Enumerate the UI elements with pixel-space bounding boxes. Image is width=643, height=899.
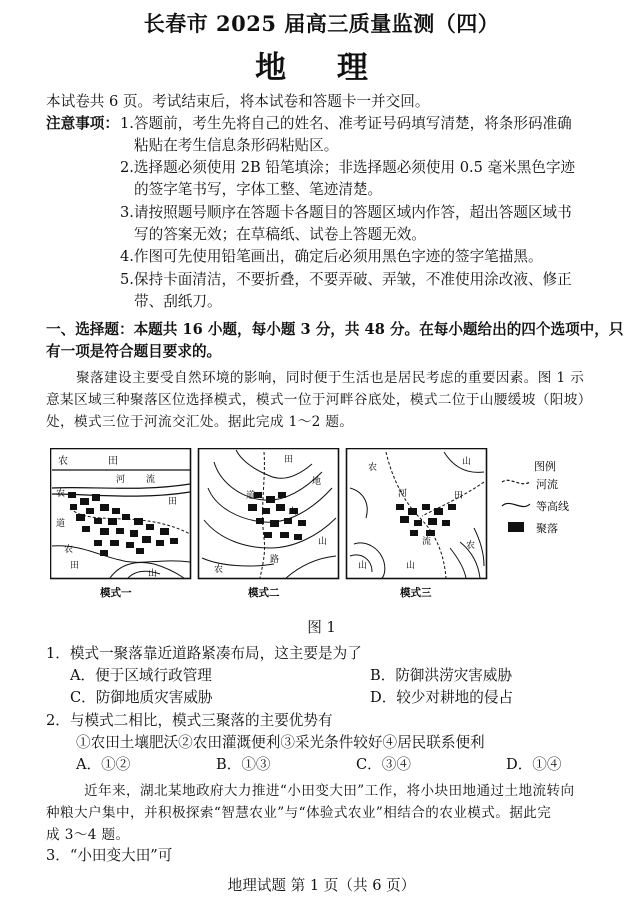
p3-label: 流 (422, 537, 432, 547)
notice-item: 带、刮纸刀。 (134, 293, 222, 310)
notice-label: 注意事项： (46, 115, 119, 132)
option-b: B．①③ (216, 756, 271, 773)
option-c: C．③④ (356, 756, 411, 773)
intro-line: 本试卷共 6 页。考试结束后，将本试卷和答题卡一并交回。 (46, 93, 430, 110)
panel-mode-two (199, 449, 339, 579)
p1-label: 农 (56, 489, 66, 499)
p2-label: 道 (246, 491, 256, 501)
legend-item: 河流 (536, 478, 558, 491)
p1-label: 道 (56, 519, 66, 529)
p2-label: 山 (288, 507, 298, 517)
notice-item: 4.作图可先使用铅笔画出，确定后必须用黑色字迹的签字笔描黑。 (120, 248, 543, 265)
passage-line: 成 3～4 题。 (46, 827, 130, 843)
passage-line: 近年来，湖北某地政府大力推进“小田变大田”工作，将小块田地通过土地流转向 (84, 783, 575, 799)
notice-item: 2.选择题必须使用 2B 铅笔填涂；非选择题必须使用 0.5 毫米黑色字迹 (120, 159, 576, 176)
p1-label: 山 (148, 569, 158, 579)
exam-title: 长春市 2025 届高三质量监测（四） (143, 11, 500, 36)
p3-label: 山 (462, 457, 472, 467)
legend-title: 图例 (534, 460, 556, 473)
question-stem: 3．“小田变大田”可 (46, 847, 173, 864)
question-items: ①农田土壤肥沃②农田灌溉便利③采光条件较好④居民联系便利 (76, 734, 485, 751)
notice-item: 1.答题前，考生先将自己的姓名、准考证号码填写清楚，将条形码准确 (120, 115, 572, 132)
p1-label: 农 (58, 456, 68, 467)
page-footer: 地理试题 第 1 页（共 6 页） (227, 877, 416, 894)
panel-mode-one (51, 449, 191, 580)
passage-line: 种粮大户集中，并积极探索“智慧农业”与“体验式农业”相结合的农业模式。据此完 (46, 805, 552, 821)
option-d: D．较少对耕地的侵占 (370, 689, 514, 706)
settlement-figure (50, 448, 490, 602)
notice-item: 粘贴在考生信息条形码粘贴区。 (134, 137, 339, 154)
question-stem: 2．与模式二相比，模式三聚落的主要优势有 (46, 712, 333, 729)
contour-symbol (502, 503, 530, 506)
river-symbol (502, 480, 530, 483)
p3-label: 田 (454, 491, 464, 501)
p3-label: 农 (466, 541, 476, 551)
passage-line: 处，模式三位于河流交汇处。据此完成 1～2 题。 (46, 414, 354, 430)
figure-caption: 图 1 (307, 619, 336, 636)
p3-label: 河 (398, 489, 408, 499)
p2-label: 农 (214, 565, 224, 575)
subject-title: 地 理 (255, 50, 388, 86)
legend-item: 等高线 (536, 500, 569, 513)
figure-legend (500, 458, 610, 538)
section-heading: 一、选择题：本题共 16 小题，每小题 3 分，共 48 分。在每小题给出的四个选项中，只 (46, 321, 624, 338)
p2-label: 路 (270, 555, 280, 565)
option-a: A．便于区域行政管理 (70, 667, 212, 684)
p1-label: 流 (146, 475, 156, 485)
p3-label: 山 (406, 561, 416, 571)
p2-label: 田 (284, 455, 294, 465)
notice-item: 3.请按照题号顺序在答题卡各题目的答题区域内作答，超出答题区域书 (120, 204, 572, 221)
passage-line: 聚落建设主要受自然环境的影响，同时便于生活也是居民考虑的重要因素。图 1 示 (76, 370, 585, 386)
option-b: B．防御洪涝灾害威胁 (370, 667, 513, 684)
panel-mode-three (347, 449, 487, 579)
p2-label: 山 (318, 537, 328, 547)
question-stem: 1．模式一聚落靠近道路紧凑布局，这主要是为了 (46, 645, 362, 662)
settlement-symbol (508, 522, 524, 532)
legend-item: 聚落 (536, 522, 558, 535)
panel-caption: 模式一 (100, 587, 132, 599)
notice-item: 写的答案无效；在草稿纸、试卷上答题无效。 (134, 226, 426, 243)
option-a: A．①② (76, 756, 131, 773)
option-d: D．①④ (506, 756, 562, 773)
panel-caption: 模式三 (400, 587, 432, 599)
p1-label: 田 (168, 497, 178, 507)
passage-line: 意某区域三种聚落区位选择模式，模式一位于河畔谷底处，模式二位于山腰缓坡（阳坡） (46, 392, 592, 408)
notice-item: 的签字笔书写，字体工整、笔迹清楚。 (134, 181, 383, 198)
option-c: C．防御地质灾害威胁 (70, 689, 213, 706)
p1-label: 田 (108, 456, 118, 467)
panel-caption: 模式二 (248, 587, 280, 599)
p2-label: 地 (312, 477, 322, 487)
notice-item: 5.保持卡面清洁，不要折叠，不要弄破、弄皱，不准使用涂改液、修正 (120, 271, 572, 288)
section-heading: 有一项是符合题目要求的。 (46, 343, 222, 360)
p1-label: 河 (116, 475, 126, 485)
p3-label: 山 (358, 561, 368, 571)
p3-label: 农 (368, 463, 378, 473)
p1-label: 农 (64, 545, 74, 555)
p1-label: 田 (70, 561, 80, 571)
